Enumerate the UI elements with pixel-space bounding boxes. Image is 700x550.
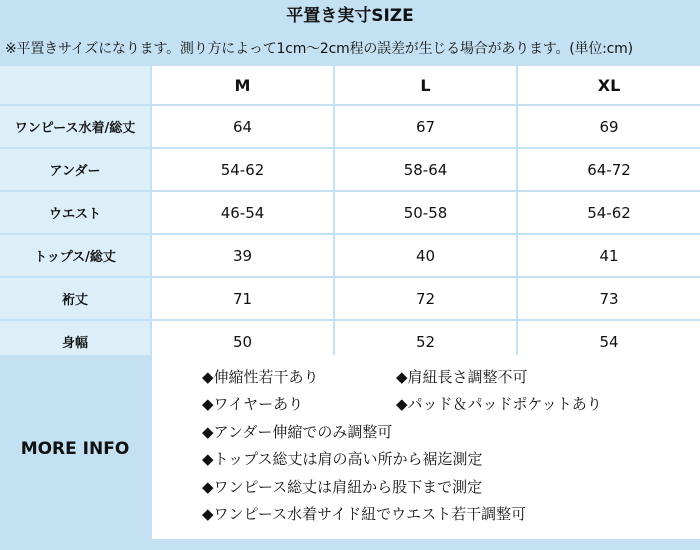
table-cell: 41 — [516, 235, 700, 278]
info-item: ◆ワイヤーあり — [202, 395, 304, 413]
row-label: ワンピース水着/総丈 — [0, 106, 150, 149]
table-cell: 64 — [150, 106, 333, 149]
table-cell: 58-64 — [333, 149, 516, 192]
table-cell: 73 — [516, 278, 700, 321]
table-cell: 50-58 — [333, 192, 516, 235]
row-label: アンダー — [0, 149, 150, 192]
chart-title: 平置き実寸SIZE — [286, 6, 414, 26]
measurement-note: ※平置きサイズになります。測り方によって1cm～2cm程の誤差が生じる場合があります。(単位:cm) — [5, 41, 633, 57]
row-label: 裄丈 — [0, 278, 150, 321]
table-cell: 50 — [150, 321, 333, 364]
row-label: ウエスト — [0, 192, 150, 235]
table-cell: 69 — [516, 106, 700, 149]
size-table — [0, 66, 700, 373]
size-header-row — [0, 66, 700, 106]
more-info-label: MORE INFO — [0, 355, 150, 543]
size-column-m: M — [150, 66, 333, 106]
table-cell: 67 — [333, 106, 516, 149]
info-item: ◆伸縮性若干あり — [202, 368, 319, 386]
table-cell: 72 — [333, 278, 516, 321]
table-cell: 54 — [516, 321, 700, 364]
table-row — [0, 149, 700, 192]
table-cell: 54-62 — [516, 192, 700, 235]
table-cell: 64-72 — [516, 149, 700, 192]
table-row — [0, 235, 700, 278]
size-column-l: L — [333, 66, 516, 106]
table-cell: 40 — [333, 235, 516, 278]
table-cell: 52 — [333, 321, 516, 364]
info-item: ◆パッド＆パッドポケットあり — [396, 395, 602, 413]
info-item: ◆ワンピース総丈は肩紐から股下まで測定 — [202, 478, 483, 496]
table-row — [0, 278, 700, 321]
table-cell: 46-54 — [150, 192, 333, 235]
row-label: トップス/総丈 — [0, 235, 150, 278]
more-info-panel — [152, 355, 700, 539]
info-item: ◆肩紐長さ調整不可 — [396, 368, 528, 386]
table-row — [0, 106, 700, 149]
info-item: ◆ワンピース水着サイド紐でウエスト若干調整可 — [202, 505, 527, 523]
size-column-xl: XL — [516, 66, 700, 106]
header-corner — [0, 66, 150, 106]
table-cell: 39 — [150, 235, 333, 278]
table-cell: 54-62 — [150, 149, 333, 192]
info-item: ◆トップス総丈は肩の高い所から裾迄測定 — [202, 450, 483, 468]
table-cell: 71 — [150, 278, 333, 321]
row-label: 身幅 — [0, 321, 150, 364]
table-row — [0, 192, 700, 235]
info-item: ◆アンダー伸縮でのみ調整可 — [202, 423, 393, 441]
